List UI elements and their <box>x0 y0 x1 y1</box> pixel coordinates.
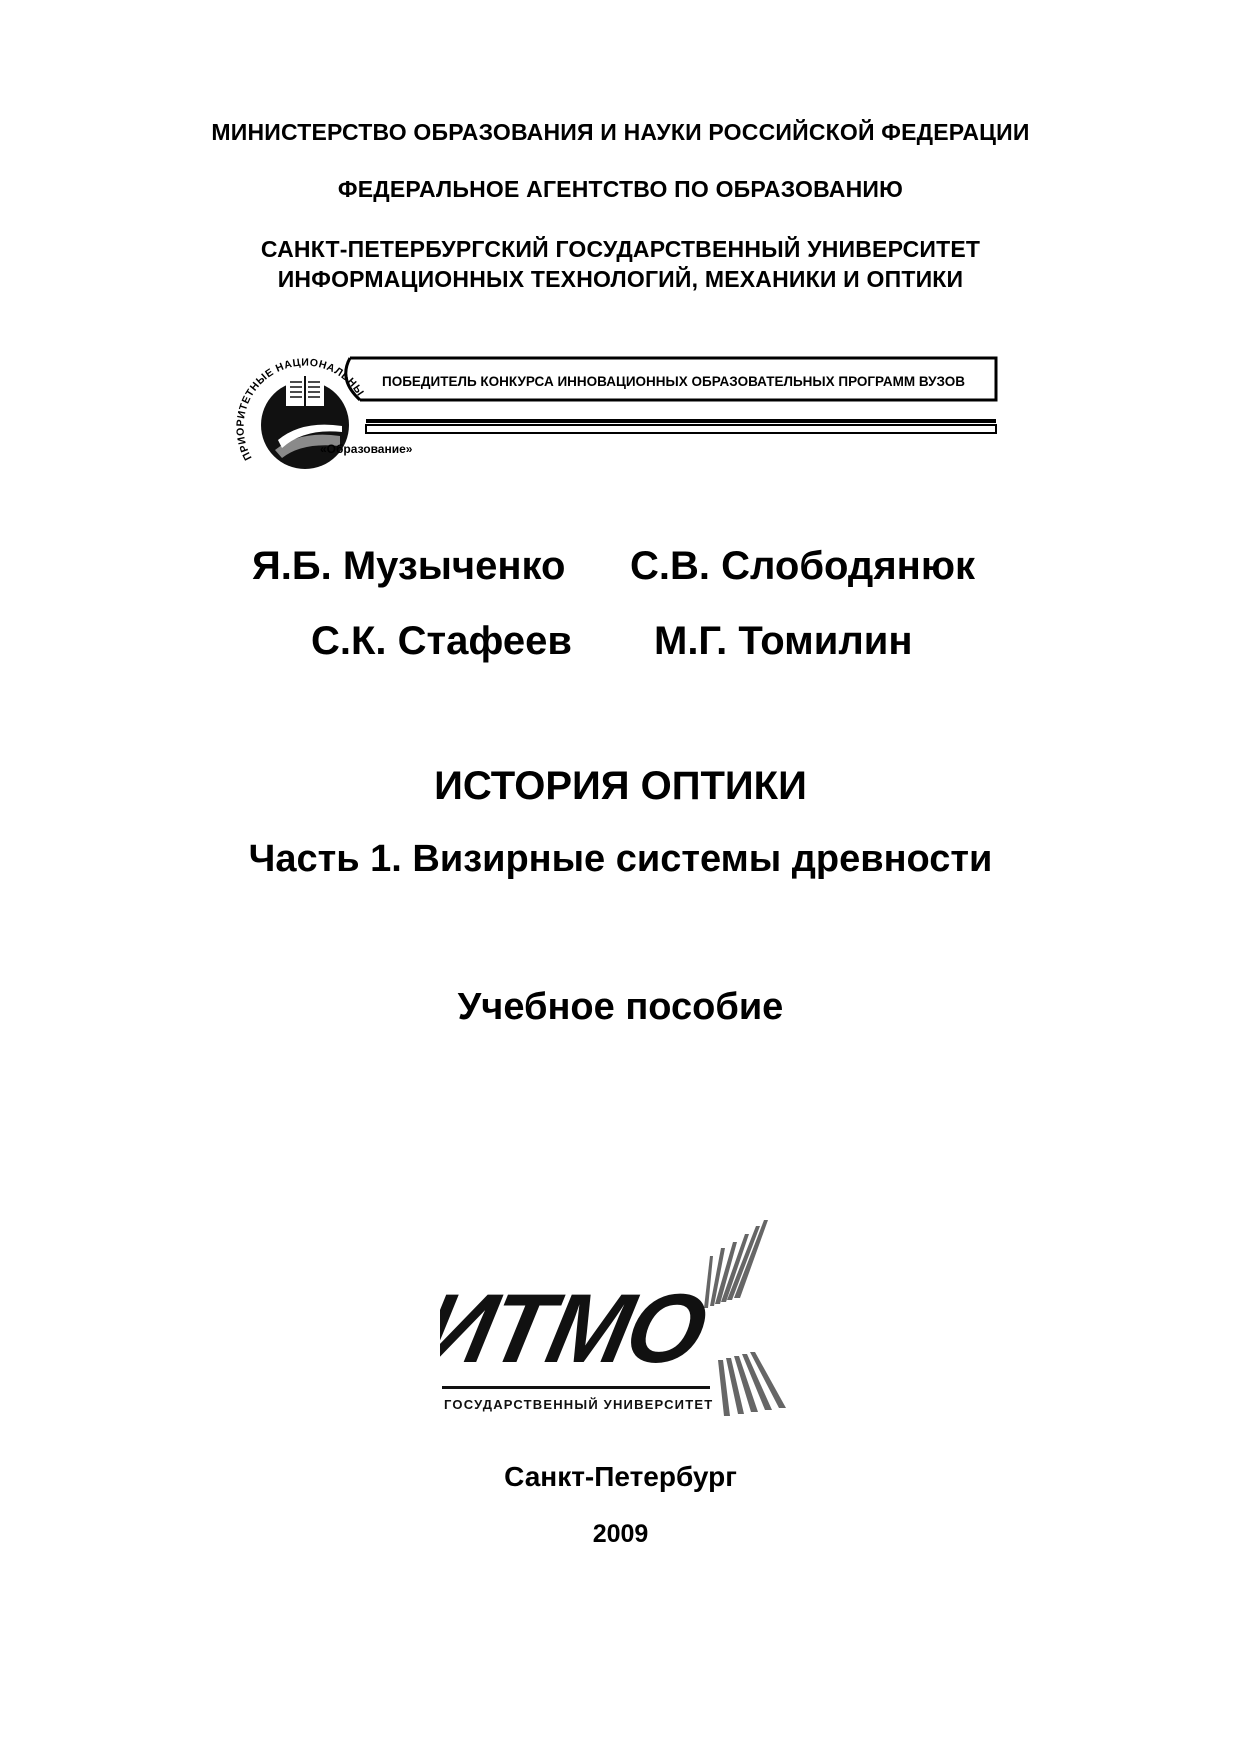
ministry-heading: МИНИСТЕРСТВО ОБРАЗОВАНИЯ И НАУКИ РОССИЙСКОЙ ФЕДЕРАЦИИ <box>211 119 1030 145</box>
light-rays-icon <box>704 1220 768 1308</box>
book-icon <box>286 376 324 406</box>
author-stafeev: С.К. Стафеев <box>311 619 572 663</box>
book-subtitle: Часть 1. Визирные системы древности <box>248 838 993 880</box>
book-title: ИСТОРИЯ ОПТИКИ <box>434 764 807 808</box>
arc-text: ПРИОРИТЕТНЫЕ НАЦИОНАЛЬНЫ <box>234 356 367 463</box>
project-name: «Образование» <box>320 442 413 456</box>
itmo-wordmark: ИТМО <box>440 1273 714 1384</box>
publication-city: Санкт-Петербург <box>504 1461 737 1492</box>
project-banner-text: ПОБЕДИТЕЛЬ КОНКУРСА ИННОВАЦИОННЫХ ОБРАЗОВАТЕЛЬНЫХ ПРОГРАММ ВУЗОВ <box>382 374 966 389</box>
itmo-emblem <box>440 1220 800 1430</box>
national-project-logo <box>230 350 1010 470</box>
book-type: Учебное пособие <box>457 986 784 1028</box>
agency-heading: ФЕДЕРАЛЬНОЕ АГЕНТСТВО ПО ОБРАЗОВАНИЮ <box>337 176 904 202</box>
university-heading-line1: САНКТ-ПЕТЕРБУРГСКИЙ ГОСУДАРСТВЕННЫЙ УНИВЕРСИТЕТ <box>260 236 981 262</box>
university-heading-line2: ИНФОРМАЦИОННЫХ ТЕХНОЛОГИЙ, МЕХАНИКИ И ОПТИКИ <box>277 266 964 292</box>
national-project-emblem <box>230 350 1010 470</box>
author-slobodyanyuk: С.В. Слободянюк <box>630 544 975 588</box>
itmo-logo <box>440 1220 800 1430</box>
publication-year: 2009 <box>592 1520 649 1548</box>
author-tomilin: М.Г. Томилин <box>654 619 913 663</box>
author-muzychenko: Я.Б. Музыченко <box>252 544 566 588</box>
itmo-caption: ГОСУДАРСТВЕННЫЙ УНИВЕРСИТЕТ <box>444 1397 714 1412</box>
